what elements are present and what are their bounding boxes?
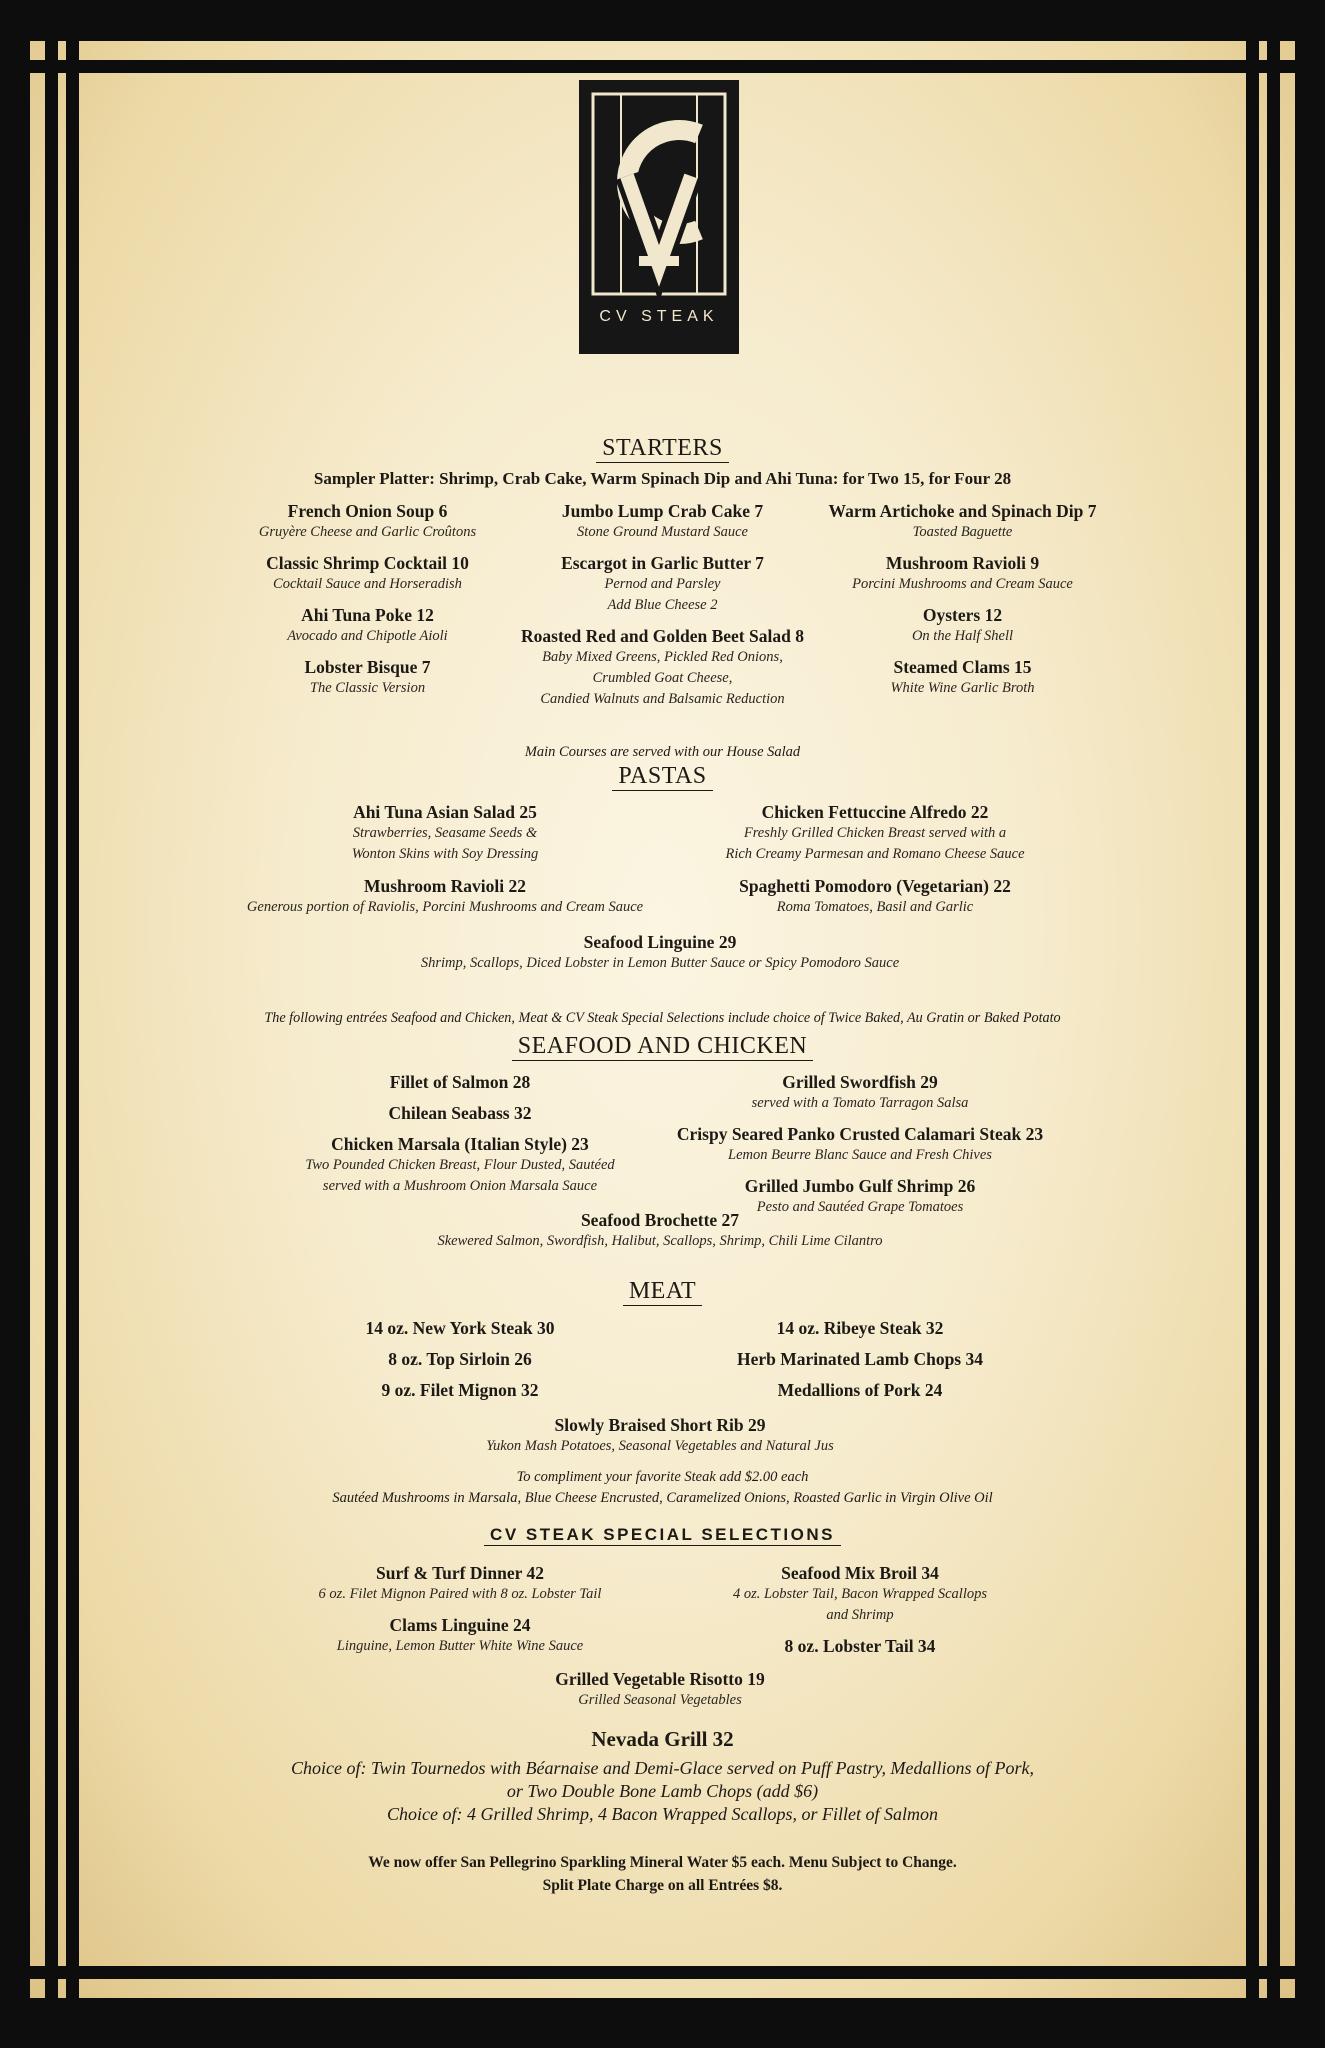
menu-item-name: Medallions of Pork 24 bbox=[777, 1380, 943, 1400]
menu-item bbox=[640, 1348, 1080, 1370]
menu-item bbox=[640, 1071, 1080, 1114]
pastas-center-item bbox=[230, 931, 1090, 974]
special-right-column bbox=[640, 1562, 1080, 1666]
menu-item-description: Cocktail Sauce and Horseradish bbox=[273, 576, 462, 592]
menu-item-description: Skewered Salmon, Swordfish, Halibut, Scallops, Shrimp, Chili Lime Cilantro bbox=[437, 1233, 883, 1249]
menu-item-description: White Wine Garlic Broth bbox=[890, 680, 1035, 696]
nevada-grill-choices: Choice of: Twin Tournedos with Béarnaise and Demi-Glace served on Puff Pastry, Medallions of Pork, or Two Double Bone Lamb Chops (add $6) Choice of: 4 Grilled Shrimp, 4 Bacon Wrapped Scallops, or Fillet of Salmon bbox=[291, 1758, 1034, 1824]
menu-item-name: Jumbo Lump Crab Cake 7 bbox=[561, 501, 764, 521]
steak-addon-note: To compliment your favorite Steak add $2.00 each bbox=[516, 1469, 809, 1485]
menu-item bbox=[230, 1348, 690, 1370]
menu-item bbox=[230, 1317, 690, 1339]
menu-item-name: 8 oz. Top Sirloin 26 bbox=[388, 1349, 532, 1369]
menu-item-description: On the Half Shell bbox=[911, 628, 1014, 644]
menu-item-name: French Onion Soup 6 bbox=[287, 501, 448, 521]
menu-item-name: Escargot in Garlic Butter 7 bbox=[561, 553, 764, 573]
menu-item bbox=[505, 625, 820, 710]
menu-item-description: The Classic Version bbox=[309, 680, 426, 696]
menu-item-description: Wonton Skins with Soy Dressing bbox=[351, 846, 539, 862]
menu-item-description: Yukon Mash Potatoes, Seasonal Vegetables and Natural Jus bbox=[486, 1438, 834, 1454]
menu-item-name: Roasted Red and Golden Beet Salad 8 bbox=[521, 626, 804, 646]
menu-item-name: Slowly Braised Short Rib 29 bbox=[554, 1415, 766, 1435]
menu-item bbox=[230, 1668, 1090, 1711]
meat-center-item bbox=[230, 1414, 1090, 1457]
menu-item bbox=[660, 875, 1090, 918]
menu-item bbox=[230, 604, 505, 647]
menu-item bbox=[230, 1414, 1090, 1457]
menu-item bbox=[505, 500, 820, 543]
footer-notice-line-2: Split Plate Charge on all Entrées $8. bbox=[542, 1877, 783, 1894]
menu-item bbox=[230, 1562, 690, 1605]
menu-item-name: Grilled Vegetable Risotto 19 bbox=[555, 1669, 765, 1689]
meat-heading: MEAT bbox=[0, 1278, 1325, 1305]
menu-item bbox=[505, 552, 820, 616]
menu-item-description: 6 oz. Filet Mignon Paired with 8 oz. Lobster Tail bbox=[318, 1586, 602, 1602]
menu-item bbox=[640, 1123, 1080, 1166]
menu-item-description: Pesto and Sautéed Grape Tomatoes bbox=[756, 1199, 964, 1215]
menu-item bbox=[230, 1379, 690, 1401]
meat-left-column bbox=[230, 1317, 690, 1410]
menu-item-description: served with a Tomato Tarragon Salsa bbox=[751, 1095, 969, 1111]
menu-item bbox=[640, 1317, 1080, 1339]
menu-item bbox=[815, 656, 1110, 699]
nevada-grill-title: Nevada Grill 32 bbox=[591, 1727, 734, 1751]
menu-item-description: Toasted Baguette bbox=[912, 524, 1013, 540]
menu-item-name: Ahi Tuna Poke 12 bbox=[301, 605, 434, 625]
menu-item-name: Mushroom Ravioli 22 bbox=[363, 876, 527, 896]
starters-heading: STARTERS bbox=[0, 435, 1325, 462]
menu-item-name: Chicken Fettuccine Alfredo 22 bbox=[761, 802, 989, 822]
menu-item-description: Two Pounded Chicken Breast, Flour Dusted, Sautéed bbox=[305, 1157, 615, 1173]
menu-item-name: Chilean Seabass 32 bbox=[388, 1103, 532, 1123]
menu-item bbox=[230, 875, 660, 918]
menu-item bbox=[230, 801, 660, 865]
menu-item-description: and Shrimp bbox=[826, 1607, 894, 1623]
special-center-item bbox=[230, 1668, 1090, 1711]
menu-item bbox=[230, 656, 505, 699]
menu-item bbox=[815, 500, 1110, 543]
menu-item-name: 14 oz. New York Steak 30 bbox=[365, 1318, 555, 1338]
menu-item-description: Crumbled Goat Cheese, bbox=[592, 670, 733, 686]
menu-item-name: Clams Linguine 24 bbox=[389, 1615, 531, 1635]
menu-item-description: Lemon Beurre Blanc Sauce and Fresh Chives bbox=[728, 1147, 992, 1163]
menu-item bbox=[815, 604, 1110, 647]
menu-item bbox=[230, 1102, 690, 1124]
menu-item-description: Shrimp, Scallops, Diced Lobster in Lemon Butter Sauce or Spicy Pomodoro Sauce bbox=[420, 955, 900, 971]
menu-item-name: Warm Artichoke and Spinach Dip 7 bbox=[828, 501, 1097, 521]
special-selections-heading: CV STEAK SPECIAL SELECTIONS bbox=[0, 1525, 1325, 1545]
menu-item-description: served with a Mushroom Onion Marsala Sauce bbox=[322, 1178, 598, 1194]
menu-item-name: Chicken Marsala (Italian Style) 23 bbox=[331, 1134, 589, 1154]
menu-item-description: Strawberries, Seasame Seeds & bbox=[352, 825, 538, 841]
menu-item-name: 14 oz. Ribeye Steak 32 bbox=[776, 1318, 944, 1338]
menu-item bbox=[640, 1562, 1080, 1626]
menu-item-name: Ahi Tuna Asian Salad 25 bbox=[353, 802, 537, 822]
menu-item-description: Add Blue Cheese 2 bbox=[607, 597, 718, 613]
menu-item-description: Stone Ground Mustard Sauce bbox=[577, 524, 748, 540]
seafood-center-item bbox=[230, 1209, 1090, 1252]
menu-item-name: Mushroom Ravioli 9 bbox=[885, 553, 1040, 573]
starters-column-2 bbox=[505, 500, 820, 719]
sampler-platter: Sampler Platter: Shrimp, Crab Cake, Warm Spinach Dip and Ahi Tuna: for Two 15, for Four 28 bbox=[313, 469, 1012, 488]
menu-item-name: Grilled Jumbo Gulf Shrimp 26 bbox=[744, 1176, 976, 1196]
pastas-heading: PASTAS bbox=[0, 763, 1325, 790]
menu-item-name: Seafood Linguine 29 bbox=[583, 932, 737, 952]
starters-column-1 bbox=[230, 500, 505, 708]
menu-item bbox=[230, 1071, 690, 1093]
menu-item-name: Seafood Brochette 27 bbox=[580, 1210, 740, 1230]
meat-right-column bbox=[640, 1317, 1080, 1410]
menu-item-name: Surf & Turf Dinner 42 bbox=[376, 1563, 544, 1583]
steak-addon-options: Sautéed Mushrooms in Marsala, Blue Cheese Encrusted, Caramelized Onions, Roasted Garlic in Virgin Olive Oil bbox=[332, 1490, 993, 1506]
pastas-right-column bbox=[660, 801, 1090, 928]
menu-item-description: Rich Creamy Parmesan and Romano Cheese Sauce bbox=[725, 846, 1025, 862]
menu-item bbox=[660, 801, 1090, 865]
menu-item-description: Porcini Mushrooms and Cream Sauce bbox=[852, 576, 1073, 592]
menu-item-description: 4 oz. Lobster Tail, Bacon Wrapped Scallops bbox=[732, 1586, 988, 1602]
menu-item bbox=[230, 931, 1090, 974]
menu-item bbox=[230, 1209, 1090, 1252]
seafood-left-column bbox=[230, 1071, 690, 1206]
logo-wordmark: CV STEAK bbox=[599, 308, 719, 325]
menu-item-description: Freshly Grilled Chicken Breast served with a bbox=[743, 825, 1007, 841]
menu-item bbox=[640, 1379, 1080, 1401]
menu-item bbox=[230, 500, 505, 543]
footer-notice-line-1: We now offer San Pellegrino Sparkling Mineral Water $5 each. Menu Subject to Change. bbox=[368, 1854, 957, 1871]
menu-item-description: Generous portion of Raviolis, Porcini Mushrooms and Cream Sauce bbox=[246, 899, 644, 915]
pastas-left-column bbox=[230, 801, 660, 928]
menu-item bbox=[230, 1133, 690, 1197]
menu-item bbox=[230, 1614, 690, 1657]
menu-item bbox=[640, 1635, 1080, 1657]
special-left-column bbox=[230, 1562, 690, 1666]
seafood-heading: SEAFOOD AND CHICKEN bbox=[0, 1033, 1325, 1060]
menu-item-description: Linguine, Lemon Butter White Wine Sauce bbox=[336, 1638, 584, 1654]
menu-item-name: Lobster Bisque 7 bbox=[304, 657, 431, 677]
menu-item-name: Oysters 12 bbox=[922, 605, 1003, 625]
menu-item-name: 8 oz. Lobster Tail 34 bbox=[784, 1636, 936, 1656]
menu-item-description: Gruyère Cheese and Garlic Croûtons bbox=[258, 524, 477, 540]
menu-item-description: Candied Walnuts and Balsamic Reduction bbox=[540, 691, 785, 707]
menu-item-name: Crispy Seared Panko Crusted Calamari Steak 23 bbox=[676, 1124, 1044, 1144]
menu-item-name: Herb Marinated Lamb Chops 34 bbox=[737, 1349, 983, 1369]
menu-item-name: Seafood Mix Broil 34 bbox=[781, 1563, 939, 1583]
menu-item-description: Roma Tomatoes, Basil and Garlic bbox=[776, 899, 974, 915]
cv-steak-logo bbox=[579, 80, 739, 354]
menu-item-name: Classic Shrimp Cocktail 10 bbox=[266, 553, 469, 573]
menu-item bbox=[815, 552, 1110, 595]
menu-item-description: Baby Mixed Greens, Pickled Red Onions, bbox=[542, 649, 783, 665]
menu-item-name: Fillet of Salmon 28 bbox=[389, 1072, 531, 1092]
menu-item-name: Grilled Swordfish 29 bbox=[782, 1072, 938, 1092]
menu-item-description: Avocado and Chipotle Aioli bbox=[287, 628, 448, 644]
menu-item-description: Grilled Seasonal Vegetables bbox=[578, 1692, 742, 1708]
house-salad-note: Main Courses are served with our House Salad bbox=[524, 744, 801, 760]
seafood-right-column bbox=[640, 1071, 1080, 1227]
starters-column-3 bbox=[815, 500, 1110, 708]
menu-item-name: Steamed Clams 15 bbox=[893, 657, 1032, 677]
menu-item bbox=[230, 552, 505, 595]
menu-item-name: Spaghetti Pomodoro (Vegetarian) 22 bbox=[739, 876, 1011, 896]
potato-choice-note: The following entrées Seafood and Chicken, Meat & CV Steak Special Selections include choice of Twice Baked, Au Gratin or Baked Potato bbox=[264, 1010, 1061, 1026]
menu-item-name: 9 oz. Filet Mignon 32 bbox=[381, 1380, 539, 1400]
menu-item-description: Pernod and Parsley bbox=[604, 576, 721, 592]
